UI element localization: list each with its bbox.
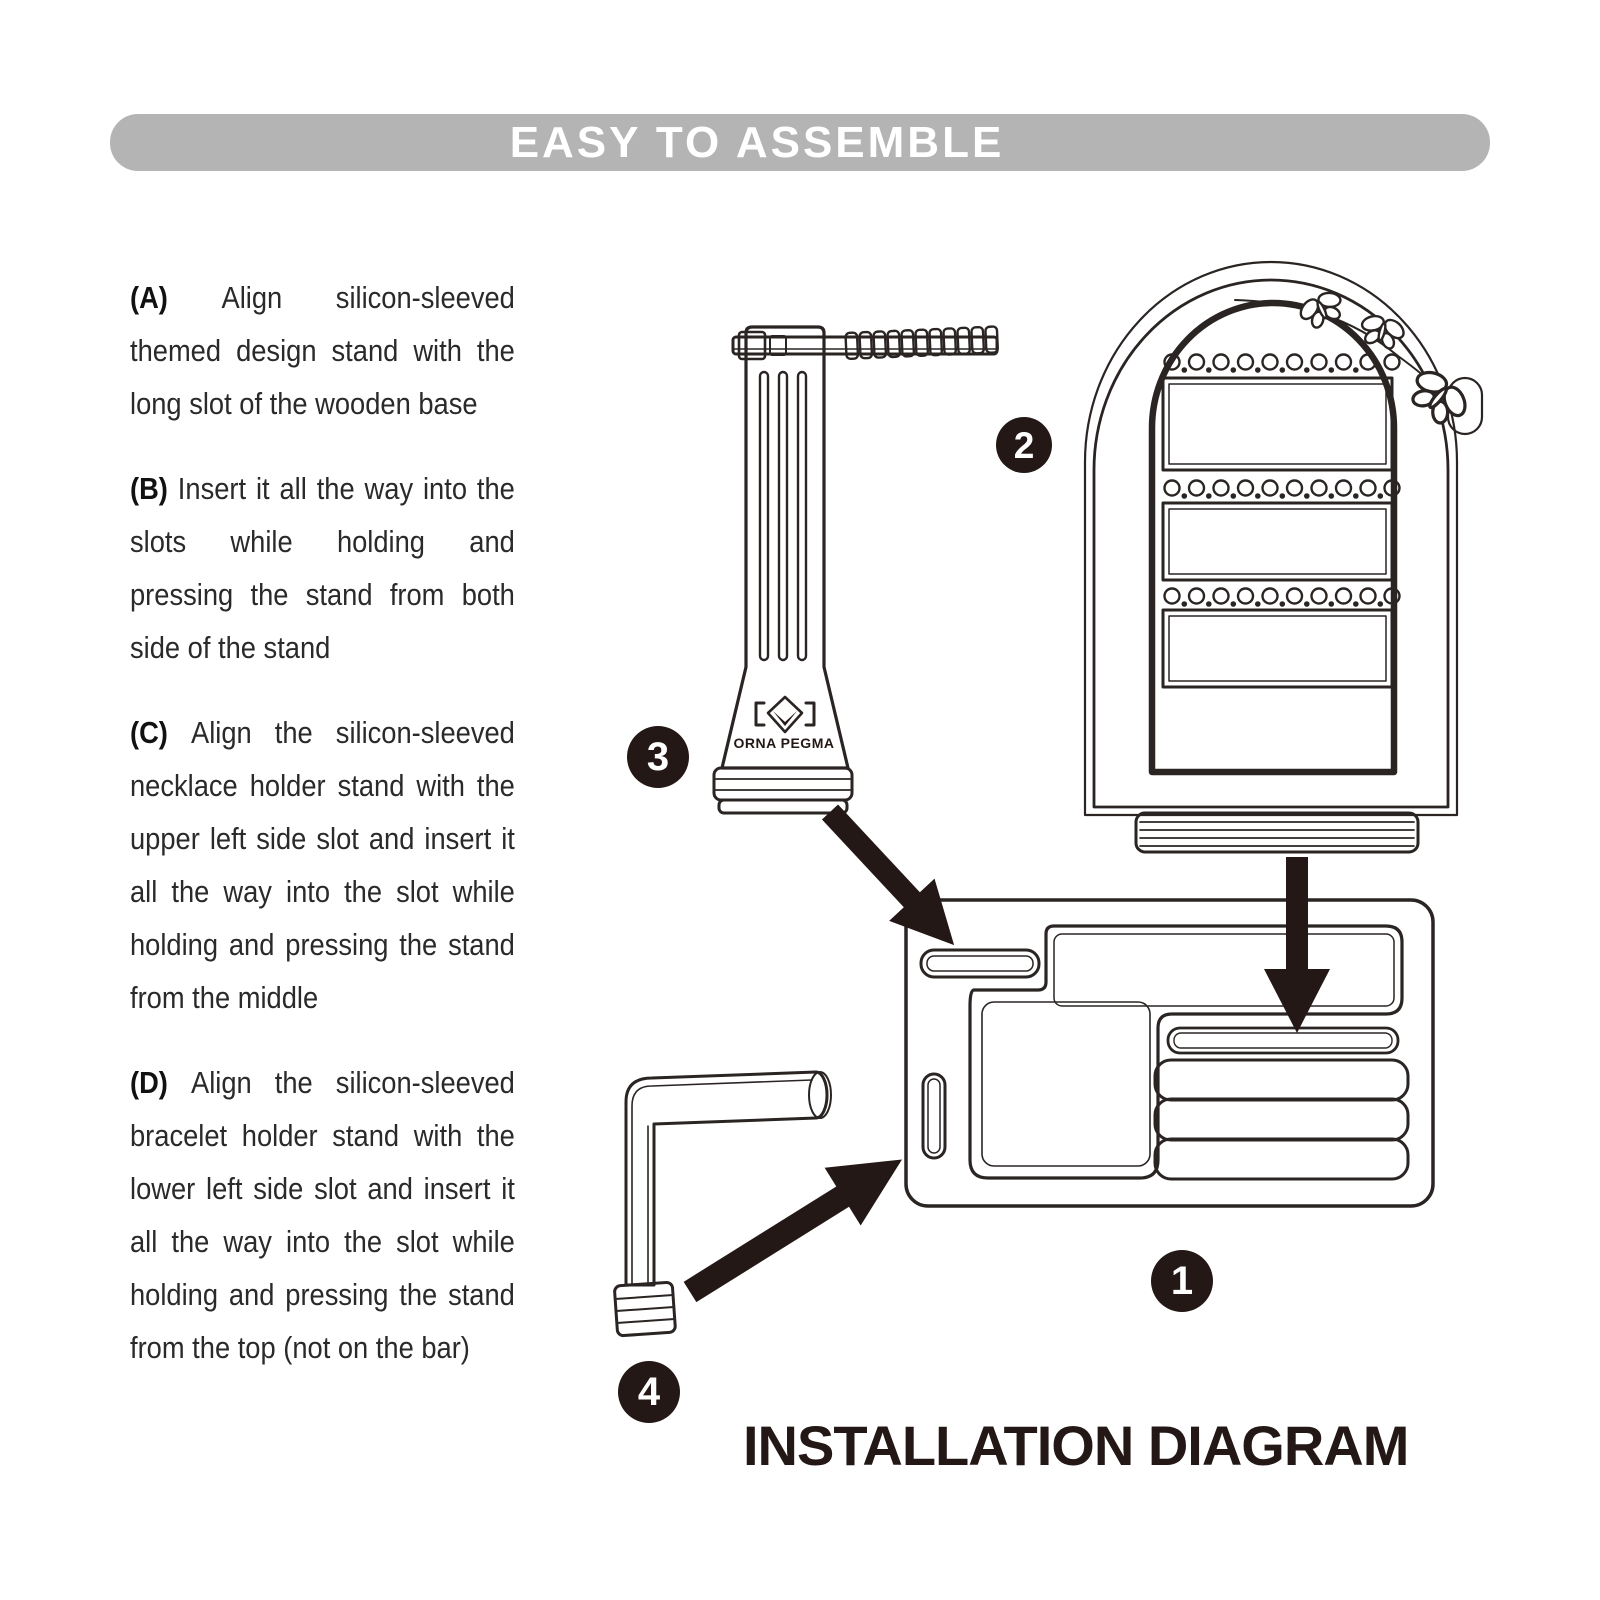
step-c-label: (C) [130,716,168,750]
callout-badge-4: 4 [618,1361,680,1423]
step-d-text: Align the silicon-sleeved bracelet holder stand with the lower left side slot and insert it all the way into the slot while holding and pressing the stand from the top (not on the bar) [130,1066,515,1365]
brand-name: ORNA PEGMA [733,735,835,751]
arrow-stand3-to-base [807,791,976,966]
callout-badge-3: 3 [627,726,689,788]
themed-design-stand-drawing [1085,262,1482,852]
callout-badge-2: 2 [996,417,1052,473]
step-d-label: (D) [130,1066,168,1100]
bracelet-holder-stand-drawing [614,1072,831,1336]
insert-direction-arrows [672,791,1330,1321]
step-a-text: Align silicon-sleeved themed design stand with the long slot of the wooden base [130,281,515,421]
diamond-icon [756,697,814,732]
step-b-label: (B) [130,472,168,506]
banner-title: EASY TO ASSEMBLE [509,117,1005,167]
earring-hole-row-3 [1165,589,1400,607]
step-a-label: (A) [130,281,168,315]
earring-hole-row-2 [1165,481,1400,499]
wooden-base-drawing [906,900,1433,1206]
arrow-stand4-to-base [672,1131,920,1321]
step-b-text: Insert it all the way into the slots while holding and pressing the stand from both side of the stand [130,472,515,665]
step-c-text: Align the silicon-sleeved necklace holder stand with the upper left side slot and insert it all the way into the slot while holding and pressing the stand from the middle [130,716,515,1015]
diagram-title: INSTALLATION DIAGRAM [743,1414,1409,1477]
callout-badge-1: 1 [1151,1250,1213,1312]
earring-hole-row-1 [1165,355,1400,373]
